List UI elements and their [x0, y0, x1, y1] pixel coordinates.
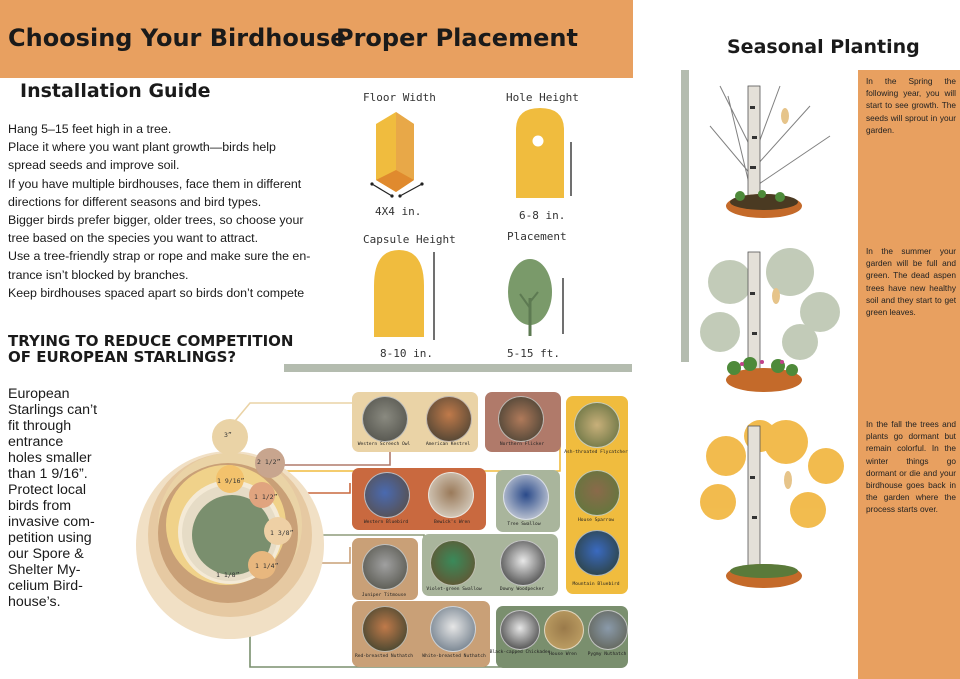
- season-summer-text: In the summer your garden will be full and green. The dead aspen trees have new healthy soil and they start to get green leaves.: [866, 246, 956, 318]
- bird-label: Red-breasted Nuthatch: [354, 654, 414, 659]
- bird-label: Violet-green Swallow: [426, 587, 482, 592]
- house-sparrow-photo: [574, 470, 620, 516]
- bird-label: Northern Flicker: [499, 442, 545, 447]
- starling-line: European: [8, 386, 70, 402]
- bird-label: Juniper Titmouse: [361, 593, 407, 598]
- hole-height-label: Hole Height: [506, 91, 579, 104]
- seasonal-trees: [690, 66, 856, 606]
- fall-tree-image: [700, 420, 844, 588]
- spring-tree-image: [710, 86, 830, 218]
- bird-label: House Wren: [549, 652, 577, 657]
- house-wren-photo: [544, 610, 584, 650]
- mountain-bluebird-photo: [574, 530, 620, 576]
- competition-heading-line: TRYING TO REDUCE COMPETITION: [8, 332, 294, 350]
- hole-height-diagram: [516, 108, 571, 198]
- floor-width-label: Floor Width: [363, 91, 436, 104]
- juniper-titmouse-photo: [362, 544, 408, 590]
- installation-line: Use a tree-friendly strap or rope and make sure the en-: [8, 249, 311, 264]
- installation-line: spread seeds and improve soil.: [8, 158, 180, 173]
- pygmy-nuthatch-photo: [588, 610, 628, 650]
- starling-line: Protect local: [8, 482, 87, 498]
- hole-size-label: 1 1/8”: [216, 571, 240, 579]
- installation-line: directions for different seasons and bird types.: [8, 194, 262, 209]
- installation-line: trance isn’t blocked by branches.: [8, 267, 189, 282]
- starling-line: entrance: [8, 434, 64, 450]
- seasonal-text-column: [858, 70, 960, 679]
- northern-flicker-photo: [498, 396, 544, 442]
- title-birdhouse: Choosing Your Birdhouse: [8, 24, 347, 52]
- ash-throated-flycatcher-photo: [574, 402, 620, 448]
- starling-line: our Spore &: [8, 546, 84, 562]
- bird-label: White-breasted Nuthatch: [422, 654, 486, 659]
- placement-label: Placement: [507, 230, 567, 243]
- starling-line: holes smaller: [8, 450, 92, 466]
- installation-heading: Installation Guide: [20, 80, 211, 102]
- installation-line: Keep birdhouses spaced apart so birds don’t compete: [8, 285, 305, 300]
- capsule-height-label: Capsule Height: [363, 233, 456, 246]
- placement-tree-diagram: [508, 259, 563, 336]
- seasonal-divider: [681, 70, 689, 362]
- hole-size-label: 1 1/2”: [254, 493, 278, 501]
- installation-list: [8, 120, 311, 302]
- starling-line: Starlings can’t: [8, 402, 98, 418]
- bird-label: Bewick's Wren: [434, 520, 470, 525]
- western-bluebird-photo: [364, 472, 410, 518]
- american-kestrel-photo: [426, 396, 472, 442]
- starling-line: Shelter My-: [8, 562, 81, 578]
- installation-line: Bigger birds prefer bigger, older trees, so choose your: [8, 213, 304, 228]
- starling-line: birds from: [8, 498, 72, 514]
- hole-size-label: 1 1/4”: [255, 562, 279, 570]
- placement-value: 5-15 ft.: [507, 347, 560, 360]
- placement-divider: [284, 364, 632, 372]
- competition-heading: [8, 333, 293, 365]
- black-capped-chickadee-photo: [500, 610, 540, 650]
- summer-tree-image: [700, 248, 840, 392]
- floor-width-diagram: [370, 112, 423, 198]
- bird-label: American Kestrel: [425, 442, 471, 447]
- starling-line: fit through: [8, 418, 72, 434]
- hole-size-label: 2 1/2”: [257, 458, 281, 466]
- installation-line: Hang 5–15 feet high in a tree.: [8, 122, 172, 136]
- installation-line: Place it where you want plant growth—birds help: [8, 140, 276, 155]
- starling-text: [8, 386, 108, 610]
- white-breasted-nuthatch-photo: [430, 606, 476, 652]
- installation-line: tree based on the species you want to attract.: [8, 231, 259, 246]
- installation-line: If you have multiple birdhouses, face them in different: [8, 176, 302, 191]
- red-breasted-nuthatch-photo: [362, 606, 408, 652]
- hole-size-label: 3”: [224, 431, 232, 439]
- hole-height-value: 6-8 in.: [519, 209, 566, 222]
- bird-label: House Sparrow: [578, 518, 614, 523]
- floor-width-value: 4X4 in.: [375, 205, 422, 218]
- placement-diagrams: [360, 100, 600, 370]
- tree-swallow-photo: [503, 474, 549, 520]
- title-placement: Proper Placement: [336, 24, 578, 52]
- bird-label: Tree Swallow: [507, 522, 541, 527]
- capsule-height-value: 8-10 in.: [380, 347, 433, 360]
- bird-label: Pygmy Nuthatch: [587, 652, 627, 657]
- season-fall-text: In the fall the trees and plants go dormant but remain colorful. In the winter things go dormant or die and your birdhouse goes back in the garden where the process starts over.: [866, 419, 956, 515]
- competition-heading-line: OF EUROPEAN STARLINGS?: [8, 348, 237, 366]
- starling-line: than 1 9/16”.: [8, 466, 88, 482]
- bird-label: Mountain Bluebird: [572, 582, 620, 587]
- bewicks-wren-photo: [428, 472, 474, 518]
- starling-line: celium Bird-: [8, 578, 83, 594]
- title-seasonal: Seasonal Planting: [727, 36, 920, 58]
- western-screech-owl-photo: [362, 396, 408, 442]
- bird-label: Western Bluebird: [363, 520, 409, 525]
- capsule-height-diagram: [374, 250, 434, 340]
- bird-label: Ash-throated Flycatcher: [564, 450, 628, 455]
- season-spring-text: In the Spring the following year, you will start to see growth. The seeds will sprout in your garden.: [866, 76, 956, 135]
- bird-label: Black-capped Chickadee: [489, 650, 551, 655]
- bird-label: Downy Woodpecker: [499, 587, 545, 592]
- starling-line: invasive com-: [8, 514, 95, 530]
- violet-green-swallow-photo: [430, 540, 476, 586]
- bird-label: Western Screech Owl: [357, 442, 411, 447]
- downy-woodpecker-photo: [500, 540, 546, 586]
- hole-size-label: 1 9/16”: [217, 477, 245, 485]
- starling-line: house’s.: [8, 594, 61, 610]
- hole-size-label: 1 3/8”: [270, 529, 294, 537]
- starling-line: petition using: [8, 530, 92, 546]
